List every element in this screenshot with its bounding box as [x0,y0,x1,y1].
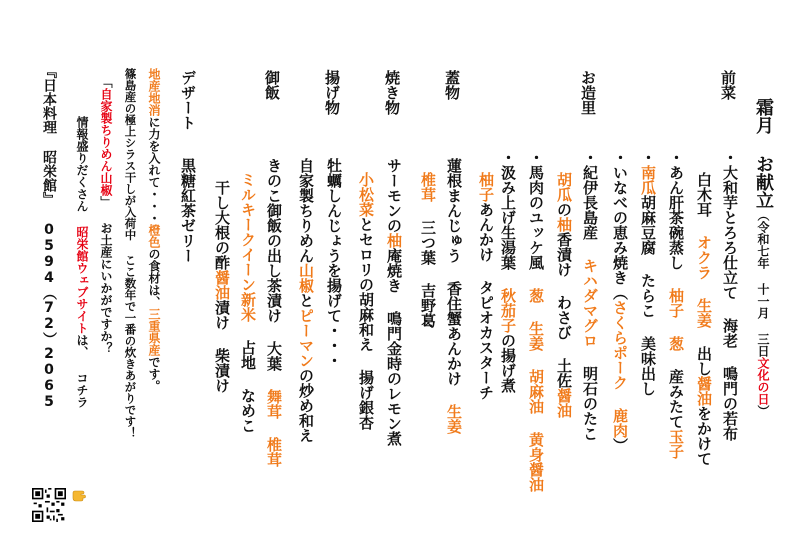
menu-date-close: ） [756,405,770,417]
menu-title: 霜月 [753,98,774,134]
section-label-futamono: 蓋物 [443,70,461,100]
gohan-line-1: きのこ御飯の出し茶漬け 大葉 舞茸 椎茸 [265,158,283,467]
footer-line-4: 情報盛りだくさん 昭栄館ウェブサイトは、 コチラ [75,116,89,408]
otsukuri-line-3: ・馬肉のユッケ風 葱 生姜 胡麻油 黄身醤油 [527,150,545,492]
section-label-zensai: 前菜 [719,70,737,100]
agemono-line-1: 牡蠣しんじょうを揚げて・・・ [325,158,343,368]
section-label-gohan: 御飯 [263,70,281,100]
section-label-dessert: デザート [179,70,197,130]
menu-subtitle-column [754,155,772,417]
section-label-otsukuri: お造里 [579,70,597,115]
website-link[interactable]: 昭栄館ウェブサイト [75,226,89,334]
footer-line-1: 地産地消に力を入れて・・・橙色の食材は、三重県産です。 [147,68,161,392]
footer-line-3: 「自家製ちりめん山椒」 お土産にいかがですか？ [99,76,113,354]
menu-subtitle: お献立 [753,155,774,209]
zensai-line-3: ・あん肝茶碗蒸し 柚子 葱 産みたて玉子 [667,150,685,459]
gohan-line-3: 干し大根の酢醤油漬け 柴漬け [213,180,231,393]
dessert-line-1: 黒糖紅茶ゼリー [179,158,197,263]
otsukuri-line-4: ・汲み上げ生湯葉 秋茄子の揚げ煮 [499,150,517,393]
otsukuri-line-5: 柚子あんかけ タピオカスターチ [477,172,495,400]
futamono-line-1: 蓮根まんじゅう 香住蟹あんかけ 生姜 [445,158,463,434]
zensai-line-2: 白木耳 オクラ 生姜 出し醤油をかけて [695,172,713,466]
section-label-yakimono: 焼き物 [383,70,401,115]
futamono-line-2: 椎茸 三つ葉 吉野葛 [419,172,437,328]
section-label-agemono: 揚げ物 [323,70,341,115]
yakimono-line-1: サーモンの柚庵焼き 鳴門金時のレモン煮 [385,158,403,446]
zensai-line-4: ・南瓜胡麻豆腐 たらこ 美味出し [639,150,657,396]
gohan-line-2: ミルキークイーン新米 占地 なめこ [239,172,257,433]
menu-holiday: 文化の日 [756,357,770,405]
otsukuri-line-2: 胡瓜の柚香漬け わさび 土佐醤油 [555,172,573,418]
footer-line-2: 篠島産の極上シラス干しが入荷中 ここ数年で一番の炊きあがりです！ [123,68,138,439]
agemono-line-2: 自家製ちりめん山椒とピーマンの炒め和え [297,158,315,443]
footer-line-5: 『日本料理 昭栄館』 0594（72）2065 [41,64,57,410]
pointing-hand-icon [72,488,90,502]
menu-date: （令和七年 十一月 三日 [756,209,770,357]
zensai-line-5: ・いなべの恵み焼き（さくらポーク 鹿肉） [611,150,629,453]
yakimono-line-2: 小松菜とセロリの胡麻和え 揚げ銀杏 [357,172,375,430]
otsukuri-line-1: ・紀伊長島産 キハダマグロ 明石のたこ [581,150,599,441]
zensai-line-1: ・大和芋とろろ仕立て 海老 鳴門の若布 [721,150,739,441]
qr-code-icon[interactable] [32,488,66,522]
